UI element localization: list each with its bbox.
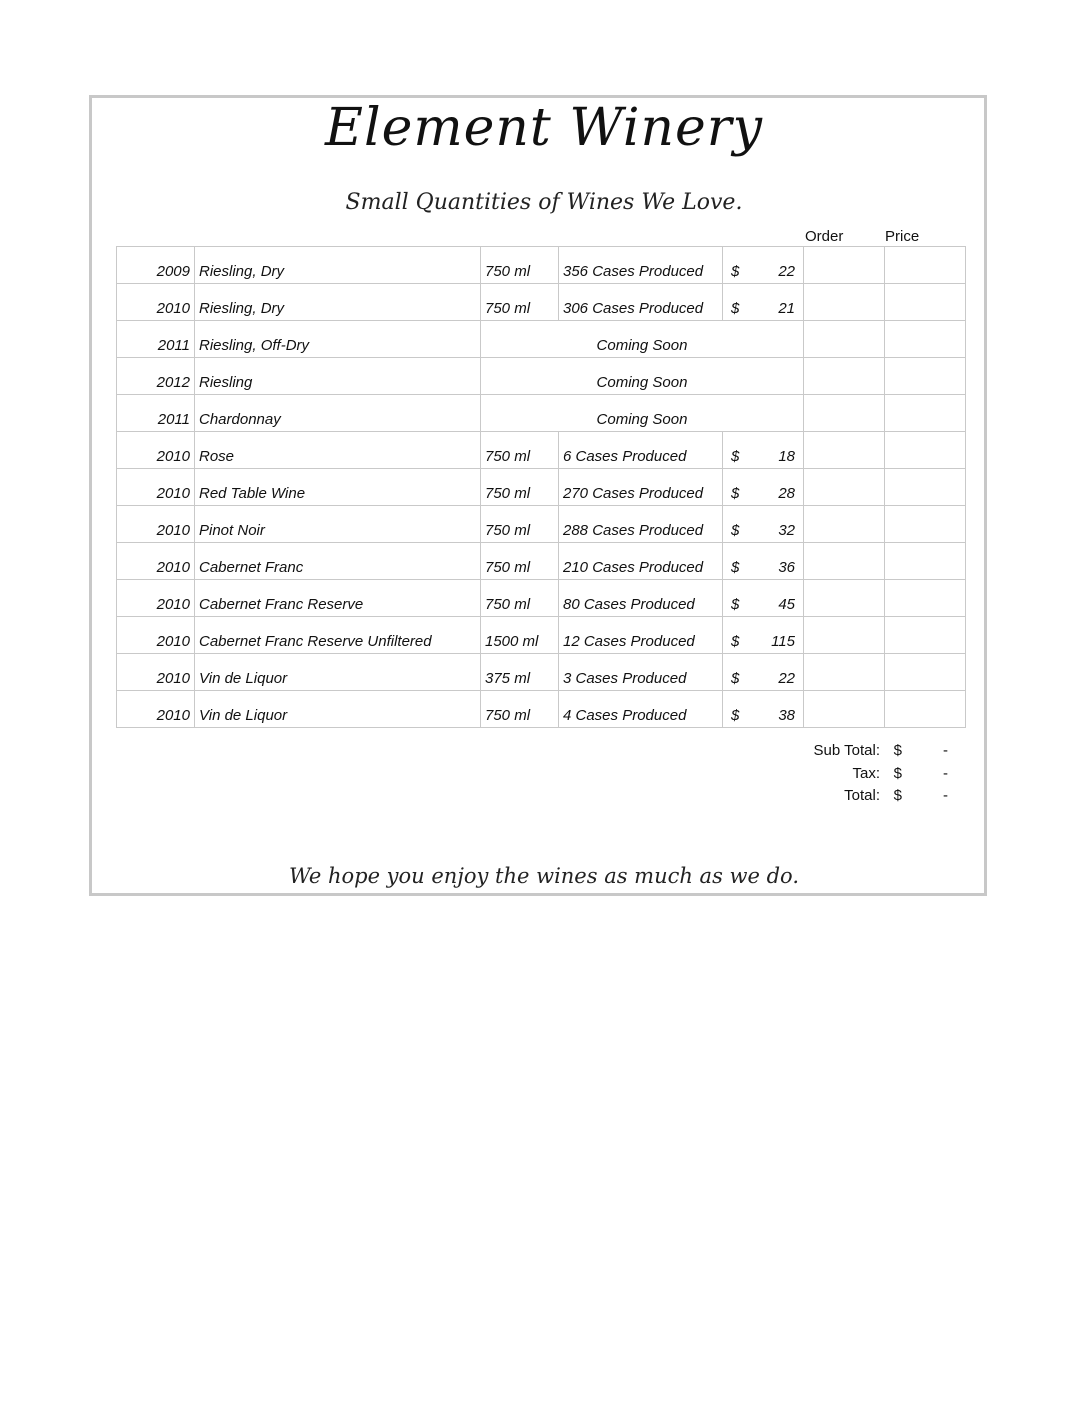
wine-size: 750 ml bbox=[481, 691, 559, 728]
wine-year: 2010 bbox=[117, 580, 195, 617]
wine-row bbox=[117, 617, 966, 654]
wine-row bbox=[117, 469, 966, 506]
wine-price-currency: $ bbox=[731, 300, 740, 317]
wine-price-currency: $ bbox=[731, 596, 740, 613]
wine-name: Rose bbox=[195, 432, 481, 469]
wine-year: 2011 bbox=[117, 321, 195, 358]
wine-name: Riesling, Dry bbox=[195, 284, 481, 321]
wine-price-amount: 36 bbox=[778, 559, 795, 576]
wine-size: 750 ml bbox=[481, 284, 559, 321]
wine-cases: 288 Cases Produced bbox=[559, 506, 723, 543]
line-price-cell bbox=[885, 321, 966, 358]
tax-value: - bbox=[943, 764, 948, 782]
wine-price-cell bbox=[723, 691, 804, 728]
footer-message: We hope you enjoy the wines as much as we do. bbox=[288, 864, 800, 888]
total-value: - bbox=[943, 787, 948, 804]
wine-name: Riesling, Off-Dry bbox=[195, 321, 481, 358]
wine-cases: 4 Cases Produced bbox=[559, 691, 723, 728]
line-price-cell bbox=[885, 543, 966, 580]
wine-price-cell bbox=[723, 617, 804, 654]
subtotal-label: Sub Total: bbox=[813, 742, 880, 759]
wine-price-amount: 38 bbox=[778, 707, 795, 724]
wine-name: Cabernet Franc bbox=[195, 543, 481, 580]
wine-size: 750 ml bbox=[481, 506, 559, 543]
wine-price-amount: 22 bbox=[778, 263, 795, 280]
total-label: Total: bbox=[844, 787, 880, 804]
wine-price-cell bbox=[723, 247, 804, 284]
line-price-cell bbox=[885, 580, 966, 617]
wine-size: 750 ml bbox=[481, 580, 559, 617]
wine-year: 2010 bbox=[117, 654, 195, 691]
wine-year: 2010 bbox=[117, 506, 195, 543]
wine-row bbox=[117, 395, 966, 432]
wine-price-amount: 32 bbox=[778, 522, 795, 539]
wine-price-currency: $ bbox=[731, 448, 740, 465]
wine-row bbox=[117, 543, 966, 580]
wine-price-currency: $ bbox=[731, 670, 740, 687]
wine-name: Cabernet Franc Reserve Unfiltered bbox=[195, 617, 481, 654]
wine-name: Red Table Wine bbox=[195, 469, 481, 506]
wine-year: 2009 bbox=[117, 247, 195, 284]
wine-name: Riesling, Dry bbox=[195, 247, 481, 284]
line-price-cell bbox=[885, 654, 966, 691]
wine-price-amount: 28 bbox=[778, 485, 795, 502]
order-quantity-cell[interactable] bbox=[804, 321, 885, 358]
line-price-cell bbox=[885, 358, 966, 395]
wine-price-cell bbox=[723, 469, 804, 506]
wine-year: 2012 bbox=[117, 358, 195, 395]
totals-block bbox=[790, 742, 948, 810]
wine-row bbox=[117, 284, 966, 321]
wine-cases: 80 Cases Produced bbox=[559, 580, 723, 617]
wine-row bbox=[117, 358, 966, 395]
total-currency: $ bbox=[893, 787, 902, 804]
wine-price-cell bbox=[723, 284, 804, 321]
wine-size: 750 ml bbox=[481, 543, 559, 580]
wine-price-cell bbox=[723, 543, 804, 580]
wine-name: Pinot Noir bbox=[195, 506, 481, 543]
order-quantity-cell[interactable] bbox=[804, 691, 885, 728]
price-column-header: Price bbox=[885, 228, 920, 245]
wine-year: 2010 bbox=[117, 284, 195, 321]
order-quantity-cell[interactable] bbox=[804, 580, 885, 617]
wine-row bbox=[117, 506, 966, 543]
tax-label: Tax: bbox=[852, 764, 880, 782]
wine-cases: 6 Cases Produced bbox=[559, 432, 723, 469]
wine-price-amount: 45 bbox=[778, 596, 795, 613]
wine-price-amount: 22 bbox=[778, 670, 795, 687]
order-quantity-cell[interactable] bbox=[804, 395, 885, 432]
wine-status: Coming Soon bbox=[481, 321, 804, 358]
wine-cases: 356 Cases Produced bbox=[559, 247, 723, 284]
order-quantity-cell[interactable] bbox=[804, 543, 885, 580]
order-quantity-cell[interactable] bbox=[804, 358, 885, 395]
line-price-cell bbox=[885, 247, 966, 284]
subtotal-row bbox=[790, 742, 948, 765]
subtotal-value: - bbox=[943, 742, 948, 759]
wine-price-amount: 18 bbox=[778, 448, 795, 465]
wine-size: 750 ml bbox=[481, 247, 559, 284]
tax-row bbox=[790, 765, 948, 788]
order-quantity-cell[interactable] bbox=[804, 654, 885, 691]
wine-year: 2010 bbox=[117, 543, 195, 580]
wine-order-table bbox=[116, 246, 966, 728]
line-price-cell bbox=[885, 395, 966, 432]
wine-price-amount: 115 bbox=[771, 633, 795, 650]
wine-price-cell bbox=[723, 506, 804, 543]
wine-row bbox=[117, 432, 966, 469]
wine-price-cell bbox=[723, 432, 804, 469]
wine-row bbox=[117, 654, 966, 691]
wine-name: Vin de Liquor bbox=[195, 691, 481, 728]
order-quantity-cell[interactable] bbox=[804, 469, 885, 506]
wine-row bbox=[117, 691, 966, 728]
wine-cases: 306 Cases Produced bbox=[559, 284, 723, 321]
wine-price-currency: $ bbox=[731, 263, 740, 280]
wine-size: 750 ml bbox=[481, 469, 559, 506]
wine-name: Vin de Liquor bbox=[195, 654, 481, 691]
order-quantity-cell[interactable] bbox=[804, 284, 885, 321]
line-price-cell bbox=[885, 506, 966, 543]
order-quantity-cell[interactable] bbox=[804, 506, 885, 543]
wine-size: 375 ml bbox=[481, 654, 559, 691]
wine-name: Cabernet Franc Reserve bbox=[195, 580, 481, 617]
wine-row bbox=[117, 580, 966, 617]
line-price-cell bbox=[885, 617, 966, 654]
wine-name: Riesling bbox=[195, 358, 481, 395]
line-price-cell bbox=[885, 691, 966, 728]
line-price-cell bbox=[885, 284, 966, 321]
wine-price-amount: 21 bbox=[778, 300, 795, 317]
wine-price-cell bbox=[723, 654, 804, 691]
wine-year: 2010 bbox=[117, 691, 195, 728]
wine-cases: 3 Cases Produced bbox=[559, 654, 723, 691]
wine-price-currency: $ bbox=[731, 633, 740, 650]
winery-tagline: Small Quantities of Wines We Love. bbox=[345, 190, 743, 215]
wine-price-cell bbox=[723, 580, 804, 617]
line-price-cell bbox=[885, 432, 966, 469]
wine-price-currency: $ bbox=[731, 485, 740, 502]
wine-year: 2010 bbox=[117, 469, 195, 506]
wine-row bbox=[117, 247, 966, 284]
order-quantity-cell[interactable] bbox=[804, 617, 885, 654]
wine-cases: 270 Cases Produced bbox=[559, 469, 723, 506]
wine-cases: 210 Cases Produced bbox=[559, 543, 723, 580]
order-quantity-cell[interactable] bbox=[804, 432, 885, 469]
wine-price-currency: $ bbox=[731, 522, 740, 539]
line-price-cell bbox=[885, 469, 966, 506]
wine-status: Coming Soon bbox=[481, 358, 804, 395]
wine-status: Coming Soon bbox=[481, 395, 804, 432]
wine-size: 750 ml bbox=[481, 432, 559, 469]
wine-size: 1500 ml bbox=[481, 617, 559, 654]
order-column-header: Order bbox=[805, 228, 844, 245]
wine-row bbox=[117, 321, 966, 358]
wine-price-currency: $ bbox=[731, 559, 740, 576]
wine-name: Chardonnay bbox=[195, 395, 481, 432]
wine-price-currency: $ bbox=[731, 707, 740, 724]
wine-cases: 12 Cases Produced bbox=[559, 617, 723, 654]
wine-year: 2011 bbox=[117, 395, 195, 432]
wine-year: 2010 bbox=[117, 432, 195, 469]
winery-title: Element Winery bbox=[324, 98, 764, 158]
subtotal-currency: $ bbox=[893, 742, 902, 759]
wine-year: 2010 bbox=[117, 617, 195, 654]
tax-currency: $ bbox=[893, 764, 902, 782]
total-row bbox=[790, 787, 948, 810]
order-quantity-cell[interactable] bbox=[804, 247, 885, 284]
